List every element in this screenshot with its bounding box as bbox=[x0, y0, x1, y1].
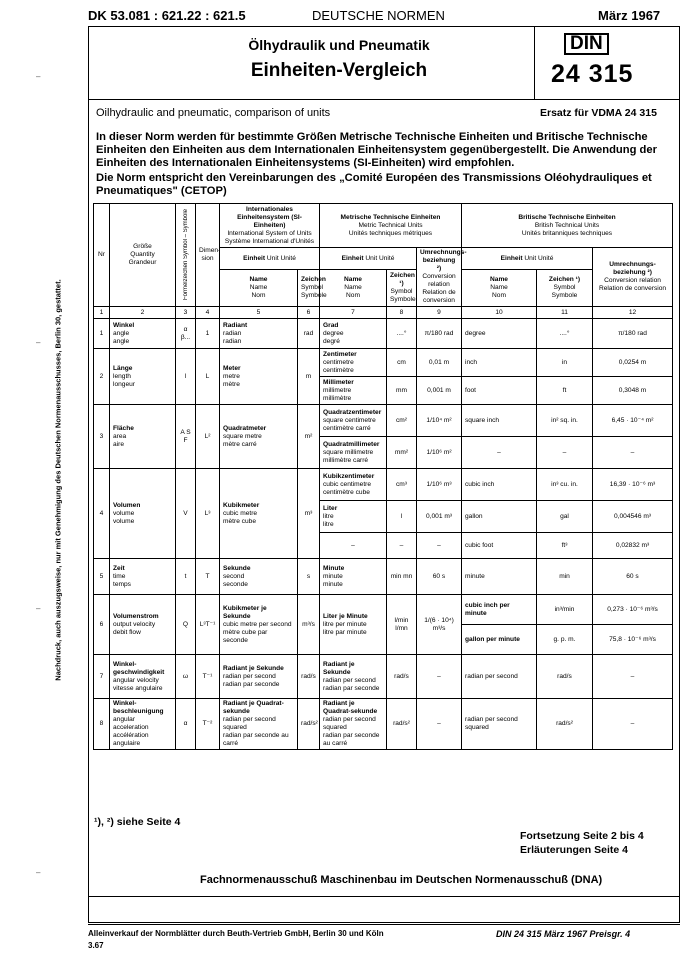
bt-unit-name: gallon per minute bbox=[462, 625, 537, 655]
si-unit-name: Kubikmeter cubic metre mètre cube bbox=[220, 469, 298, 559]
colnum: 6 bbox=[298, 307, 320, 319]
units-comparison-table bbox=[93, 203, 673, 750]
header-formula-symbol: Formelzeichen Symbol – Symbole bbox=[176, 204, 196, 307]
mt-conversion: – bbox=[417, 699, 462, 750]
bt-conversion: 60 s bbox=[593, 559, 673, 595]
table-row bbox=[94, 595, 673, 625]
si-symbol: s bbox=[298, 559, 320, 595]
mt-conversion: 1/10⁶ m² bbox=[417, 437, 462, 469]
mt-symbol: min mn bbox=[387, 559, 417, 595]
mt-conversion: 0,01 m bbox=[417, 349, 462, 377]
si-symbol: rad/s bbox=[298, 655, 320, 699]
mt-symbol: cm² bbox=[387, 405, 417, 437]
margin-mark: – bbox=[36, 868, 41, 877]
bt-conversion: 16,39 · 10⁻⁶ m³ bbox=[593, 469, 673, 501]
mt-unit-name: Liter litre litre bbox=[320, 501, 387, 533]
mt-symbol: rad/s bbox=[387, 655, 417, 699]
intro-paragraph-1: In dieser Norm werden für bestimmte Größen Metrische Technische Einheiten und Britische Technische Einheiten den Einheiten aus dem Internationalen Einheitensystem gegenübergestellt. Die Anwendung der Einheiten des Internationalen Einheitensystems (SI-Einheiten) wird empfohlen. bbox=[96, 131, 657, 169]
mt-unit-name: Grad degree degré bbox=[320, 319, 387, 349]
si-unit-name: Sekunde second seconde bbox=[220, 559, 298, 595]
formula-symbol: α β... bbox=[176, 319, 196, 349]
si-symbol: m bbox=[298, 349, 320, 405]
mt-symbol: l bbox=[387, 501, 417, 533]
reprint-notice: Nachdruck, auch auszugsweise, nur mit Genehmigung des Deutschen Normenausschusses, Berlin 30, gestattet. bbox=[53, 279, 63, 681]
bt-conversion: 6,45 · 10⁻⁴ m² bbox=[593, 405, 673, 437]
row-number: 5 bbox=[94, 559, 110, 595]
mt-symbol: cm³ bbox=[387, 469, 417, 501]
replaces-note: Ersatz für VDMA 24 315 bbox=[540, 107, 657, 119]
mt-symbol: rad/s² bbox=[387, 699, 417, 750]
colnum: 9 bbox=[417, 307, 462, 319]
title-block bbox=[88, 26, 680, 100]
dimension: T⁻¹ bbox=[196, 655, 220, 699]
intro-paragraph-2: Die Norm entspricht den Vereinbarungen des „Comité Européen des Transmissions Oléohydrauliques et Pneumatiques" (CETOP) bbox=[96, 172, 652, 197]
mt-conversion: 1/10⁶ m³ bbox=[417, 469, 462, 501]
row-number: 7 bbox=[94, 655, 110, 699]
mt-unit-name: Zentimeter centimetre centimètre bbox=[320, 349, 387, 377]
si-unit-name: Kubikmeter je Sekunde cubic metre per second mètre cube par seconde bbox=[220, 595, 298, 655]
table-row bbox=[94, 559, 673, 595]
bt-symbol: in³ cu. in. bbox=[537, 469, 593, 501]
continuation-note: Fortsetzung Seite 2 bis 4 bbox=[520, 830, 644, 842]
quantity-cell: Winkel angle angle bbox=[110, 319, 176, 349]
bt-conversion: – bbox=[593, 655, 673, 699]
mt-unit-name: Quadratmillimeter square millimetre millimètre carré bbox=[320, 437, 387, 469]
si-symbol: rad bbox=[298, 319, 320, 349]
mt-conversion: 1/10⁴ m² bbox=[417, 405, 462, 437]
din-logo: DIN bbox=[564, 33, 609, 55]
colnum: 12 bbox=[593, 307, 673, 319]
mt-conversion: 0,001 m³ bbox=[417, 501, 462, 533]
bt-conversion: 0,0254 m bbox=[593, 349, 673, 377]
bt-unit-name: cubic inch bbox=[462, 469, 537, 501]
dimension: L bbox=[196, 349, 220, 405]
margin-mark: – bbox=[36, 338, 41, 347]
header-si-unit: Einheit Unit Unité bbox=[220, 248, 320, 270]
committee-line: Fachnormenausschuß Maschinenbau im Deutschen Normenausschuß (DNA) bbox=[200, 874, 603, 886]
mt-unit-name: Radiant je Sekunde radian per second radian par seconde bbox=[320, 655, 387, 699]
row-number: 3 bbox=[94, 405, 110, 469]
mt-conversion: 0,001 m bbox=[417, 377, 462, 405]
bt-symbol: rad/s² bbox=[537, 699, 593, 750]
mt-conversion: – bbox=[417, 533, 462, 559]
publication-date: März 1967 bbox=[598, 8, 661, 23]
table-row bbox=[94, 699, 673, 750]
bt-symbol: min bbox=[537, 559, 593, 595]
colnum: 5 bbox=[220, 307, 298, 319]
si-unit-name: Radiant radian radian bbox=[220, 319, 298, 349]
row-number: 2 bbox=[94, 349, 110, 405]
formula-symbol: Q bbox=[176, 595, 196, 655]
footnote-reference: ¹), ²) siehe Seite 4 bbox=[94, 816, 181, 828]
colnum: 7 bbox=[320, 307, 387, 319]
row-number: 8 bbox=[94, 699, 110, 750]
header-bt-unit: Einheit Unit Unité bbox=[462, 248, 593, 270]
bt-symbol: – bbox=[537, 437, 593, 469]
si-unit-name: Radiant je Sekunde radian per second radian par seconde bbox=[220, 655, 298, 699]
english-subtitle: Oilhydraulic and pneumatic, comparison of units bbox=[96, 107, 331, 119]
mt-symbol: cm bbox=[387, 349, 417, 377]
quantity-cell: Fläche area aire bbox=[110, 405, 176, 469]
formula-symbol: l bbox=[176, 349, 196, 405]
bt-unit-name: – bbox=[462, 437, 537, 469]
bt-symbol: in³/min bbox=[537, 595, 593, 625]
header-si-name: Name Name Nom bbox=[220, 270, 298, 307]
bt-unit-name: minute bbox=[462, 559, 537, 595]
column-number-row bbox=[94, 307, 673, 319]
bt-conversion: 75,8 · 10⁻⁶ m³/s bbox=[593, 625, 673, 655]
si-symbol: m³/s bbox=[298, 595, 320, 655]
mt-unit-name: Minute minute minute bbox=[320, 559, 387, 595]
header-mt-symbol: Zeichen ¹) Symbol Symbole bbox=[387, 270, 417, 307]
mt-unit-name: Millimeter millimetre millimètre bbox=[320, 377, 387, 405]
mt-unit-name: Kubikzentimeter cubic centimetre centimètre cube bbox=[320, 469, 387, 501]
mt-conversion: 60 s bbox=[417, 559, 462, 595]
bt-unit-name: gallon bbox=[462, 501, 537, 533]
mt-unit-name: – bbox=[320, 533, 387, 559]
si-symbol: m³ bbox=[298, 469, 320, 559]
quantity-cell: Winkel-geschwindigkeit angular velocity vitesse angulaire bbox=[110, 655, 176, 699]
bt-conversion: – bbox=[593, 437, 673, 469]
bt-symbol: gal bbox=[537, 501, 593, 533]
formula-symbol: α bbox=[176, 699, 196, 750]
bt-unit-name: foot bbox=[462, 377, 537, 405]
colnum: 4 bbox=[196, 307, 220, 319]
formula-symbol: t bbox=[176, 559, 196, 595]
bt-unit-name: degree bbox=[462, 319, 537, 349]
table-row bbox=[94, 349, 673, 377]
bt-unit-name: cubic foot bbox=[462, 533, 537, 559]
si-unit-name: Radiant je Quadrat-sekunde radian per second squared radian par seconde au carré bbox=[220, 699, 298, 750]
si-unit-name: Quadratmeter square metre mètre carré bbox=[220, 405, 298, 469]
mt-conversion: 1/(6 · 10⁴) m³/s bbox=[417, 595, 462, 655]
mt-symbol: ....° bbox=[387, 319, 417, 349]
dimension: T bbox=[196, 559, 220, 595]
classification-number: DK 53.081 : 621.22 : 621.5 bbox=[88, 8, 246, 23]
quantity-cell: Länge length longeur bbox=[110, 349, 176, 405]
bt-unit-name: square inch bbox=[462, 405, 537, 437]
bt-conversion: – bbox=[593, 699, 673, 750]
mt-symbol: mm bbox=[387, 377, 417, 405]
bt-conversion: 0,02832 m³ bbox=[593, 533, 673, 559]
colnum: 11 bbox=[537, 307, 593, 319]
margin-mark: – bbox=[36, 604, 41, 613]
header-mt-conversion: Umrechnungs-beziehung ²) Conversion relation Relation de conversion bbox=[417, 248, 462, 307]
mt-symbol: l/min l/mn bbox=[387, 595, 417, 655]
bt-unit-name: inch bbox=[462, 349, 537, 377]
mt-unit-name: Quadratzentimeter square centimetre centimètre carré bbox=[320, 405, 387, 437]
table-row bbox=[94, 319, 673, 349]
din-number: 24 315 bbox=[551, 60, 634, 88]
bt-symbol: in bbox=[537, 349, 593, 377]
bt-symbol: rad/s bbox=[537, 655, 593, 699]
colnum: 1 bbox=[94, 307, 110, 319]
explanations-note: Erläuterungen Seite 4 bbox=[520, 844, 628, 856]
header-si-units: Internationales Einheitensystem (SI-Einheiten) International System of Units Système International d'Unités bbox=[220, 204, 320, 248]
dimension: L³T⁻¹ bbox=[196, 595, 220, 655]
bt-symbol: in² sq. in. bbox=[537, 405, 593, 437]
header-british-units: Britische Technische Einheiten British Technical Units Unités britanniques techniques bbox=[462, 204, 673, 248]
bt-unit-name: cubic inch per minute bbox=[462, 595, 537, 625]
header-quantity: Größe Quantity Grandeur bbox=[110, 204, 176, 307]
title-line-2: Einheiten-Vergleich bbox=[250, 60, 428, 81]
mt-symbol: – bbox=[387, 533, 417, 559]
row-number: 1 bbox=[94, 319, 110, 349]
publisher-heading: DEUTSCHE NORMEN bbox=[312, 8, 445, 23]
bt-conversion: π/180 rad bbox=[593, 319, 673, 349]
row-number: 4 bbox=[94, 469, 110, 559]
header-metric-units: Metrische Technische Einheiten Metric Technical Units Unités techniques métriques bbox=[320, 204, 462, 248]
colnum: 3 bbox=[176, 307, 196, 319]
colnum: 10 bbox=[462, 307, 537, 319]
dimension: 1 bbox=[196, 319, 220, 349]
row-number: 6 bbox=[94, 595, 110, 655]
mt-symbol: mm² bbox=[387, 437, 417, 469]
mt-conversion: – bbox=[417, 655, 462, 699]
bt-conversion: 0,004546 m³ bbox=[593, 501, 673, 533]
bt-conversion: 0,3048 m bbox=[593, 377, 673, 405]
formula-symbol: V bbox=[176, 469, 196, 559]
header-si-symbol: Zeichen Symbol Symbole bbox=[298, 270, 320, 307]
quantity-cell: Volumen volume volume bbox=[110, 469, 176, 559]
si-symbol: m² bbox=[298, 405, 320, 469]
mt-conversion: π/180 rad bbox=[417, 319, 462, 349]
header-bt-name: Name Name Nom bbox=[462, 270, 537, 307]
header-dimension: Dimen-sion bbox=[196, 204, 220, 307]
header-mt-name: Name Name Nom bbox=[320, 270, 387, 307]
colnum: 8 bbox=[387, 307, 417, 319]
table-row bbox=[94, 405, 673, 437]
quantity-cell: Winkel-beschleunigung angular acceleration accélération angulaire bbox=[110, 699, 176, 750]
bt-symbol: ft bbox=[537, 377, 593, 405]
si-unit-name: Meter metre mètre bbox=[220, 349, 298, 405]
footer-code: 3.67 bbox=[88, 941, 104, 950]
margin-mark: – bbox=[36, 72, 41, 81]
si-symbol: rad/s² bbox=[298, 699, 320, 750]
dimension: L³ bbox=[196, 469, 220, 559]
table-row bbox=[94, 655, 673, 699]
bt-symbol: ....° bbox=[537, 319, 593, 349]
footer-din-reference: DIN 24 315 März 1967 Preisgr. 4 bbox=[496, 929, 631, 939]
quantity-cell: Zeit time temps bbox=[110, 559, 176, 595]
footer-rule bbox=[88, 924, 680, 925]
bt-symbol: ft³ bbox=[537, 533, 593, 559]
bt-conversion: 0,273 · 10⁻⁶ m³/s bbox=[593, 595, 673, 625]
divider bbox=[88, 896, 680, 897]
header-bt-conversion: Umrechnungs-beziehung ²) Conversion relation Relation de conversion bbox=[593, 248, 673, 307]
header-mt-unit: Einheit Unit Unité bbox=[320, 248, 417, 270]
mt-unit-name: Liter je Minute litre per minute litre par minute bbox=[320, 595, 387, 655]
table-row bbox=[94, 469, 673, 501]
header-nr: Nr bbox=[94, 204, 110, 307]
quantity-cell: Volumenstrom output velocity debit flow bbox=[110, 595, 176, 655]
bt-symbol: g. p. m. bbox=[537, 625, 593, 655]
bt-unit-name: radian per second bbox=[462, 655, 537, 699]
header-bt-symbol: Zeichen ¹) Symbol Symbole bbox=[537, 270, 593, 307]
title-line-1: Ölhydraulik und Pneumatik bbox=[248, 37, 430, 53]
bt-unit-name: radian per second squared bbox=[462, 699, 537, 750]
dimension: T⁻² bbox=[196, 699, 220, 750]
dimension: L² bbox=[196, 405, 220, 469]
formula-symbol: A S F bbox=[176, 405, 196, 469]
mt-unit-name: Radiant je Quadrat-sekunde radian per second squared radian par seconde au carré bbox=[320, 699, 387, 750]
formula-symbol: ω bbox=[176, 655, 196, 699]
footer-sales-note: Alleinverkauf der Normblätter durch Beuth-Vertrieb GmbH, Berlin 30 und Köln bbox=[88, 929, 384, 938]
colnum: 2 bbox=[110, 307, 176, 319]
